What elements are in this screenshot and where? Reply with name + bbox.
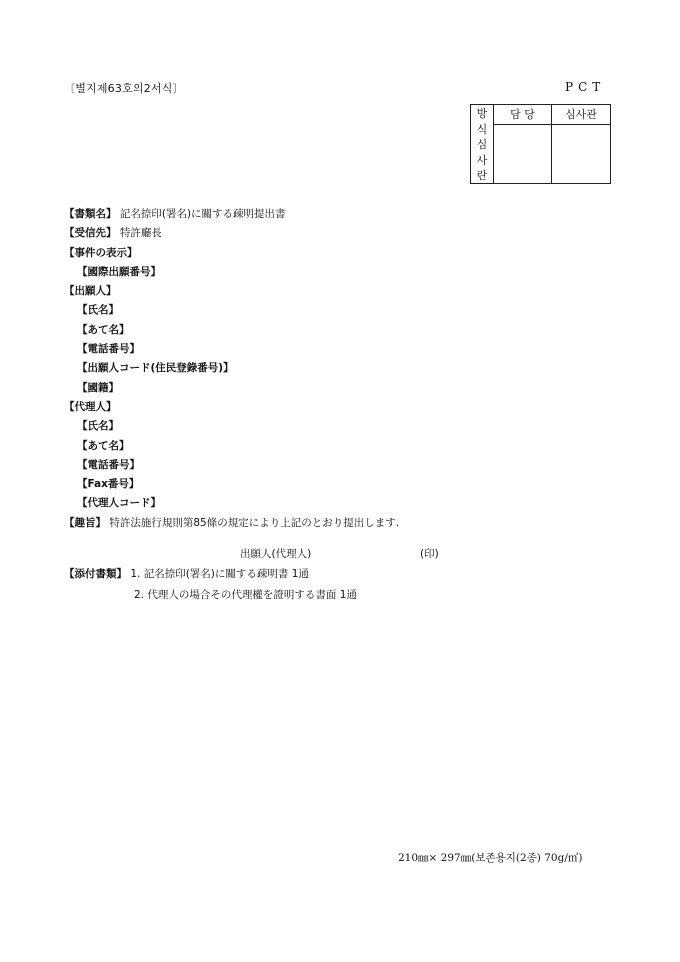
agent-label: 【代理人】	[64, 400, 117, 413]
purpose-label: 【趣旨】	[64, 516, 106, 529]
document-name: 記名捺印(署名)に關する疎明提出書	[119, 208, 286, 220]
agent-fax-label: 【Fax番号】	[77, 478, 140, 491]
document-name-label: 【書類名】	[64, 208, 117, 220]
applicant-code-label: 【出願人コード(住民登錄番号)】	[77, 362, 234, 375]
document-name-row	[64, 205, 399, 224]
applicant-address-label: 【あて名】	[77, 323, 130, 336]
approval-side-char: 란	[476, 169, 488, 182]
approval-side-char: 심	[476, 138, 488, 151]
approval-side-char: 사	[476, 153, 488, 167]
recipient: 特許廳長	[119, 227, 162, 240]
purpose-text: 特許法施行規則第85條の規定により上記のとおり提出します.	[109, 516, 400, 529]
recipient-row	[64, 224, 399, 243]
applicant-label: 【出願人】	[64, 285, 117, 298]
purpose-row	[64, 514, 399, 533]
intl-app-no-label: 【國際出願番号】	[77, 265, 161, 278]
recipient-label: 【受信先】	[64, 227, 117, 240]
agent-phone-label: 【電話番号】	[77, 458, 140, 471]
approval-officer-stamp	[494, 125, 552, 183]
attachment-1: 1. 記名捺印(署名)に關する疎明書 1通	[130, 568, 309, 580]
approval-side-label	[471, 105, 494, 184]
approval-side-char: 방	[476, 107, 488, 120]
agent-address-label: 【あて名】	[77, 439, 130, 452]
approval-box	[470, 104, 611, 184]
form-body	[64, 205, 399, 533]
approval-col-officer: 담 당	[494, 105, 552, 125]
agent-name-label: 【氏名】	[77, 420, 119, 433]
case-label: 【事件の表示】	[64, 246, 138, 259]
form-number: 〔별지제63호의2서식〕	[64, 82, 184, 95]
applicant-phone-label: 【電話番号】	[77, 343, 140, 356]
attachments-row	[64, 566, 309, 581]
attachments-label: 【添付書類】	[64, 568, 127, 580]
approval-col-examiner: 심사관	[552, 105, 611, 125]
paper-spec: 210㎜× 297㎜(보존용지(2종) 70g/㎡)	[398, 852, 583, 864]
approval-examiner-stamp	[552, 125, 611, 183]
nationality-label: 【國籍】	[77, 381, 119, 394]
pct-label: PCT	[565, 80, 606, 94]
agent-code-label: 【代理人コード】	[77, 497, 161, 510]
attachment-2: 2. 代理人の場合その代理權を證明する書面 1通	[134, 589, 357, 601]
seal-mark: (印)	[420, 548, 439, 560]
applicant-name-label: 【氏名】	[77, 304, 119, 317]
signature-label: 出願人(代理人)	[240, 548, 312, 560]
approval-side-char: 식	[476, 122, 488, 136]
